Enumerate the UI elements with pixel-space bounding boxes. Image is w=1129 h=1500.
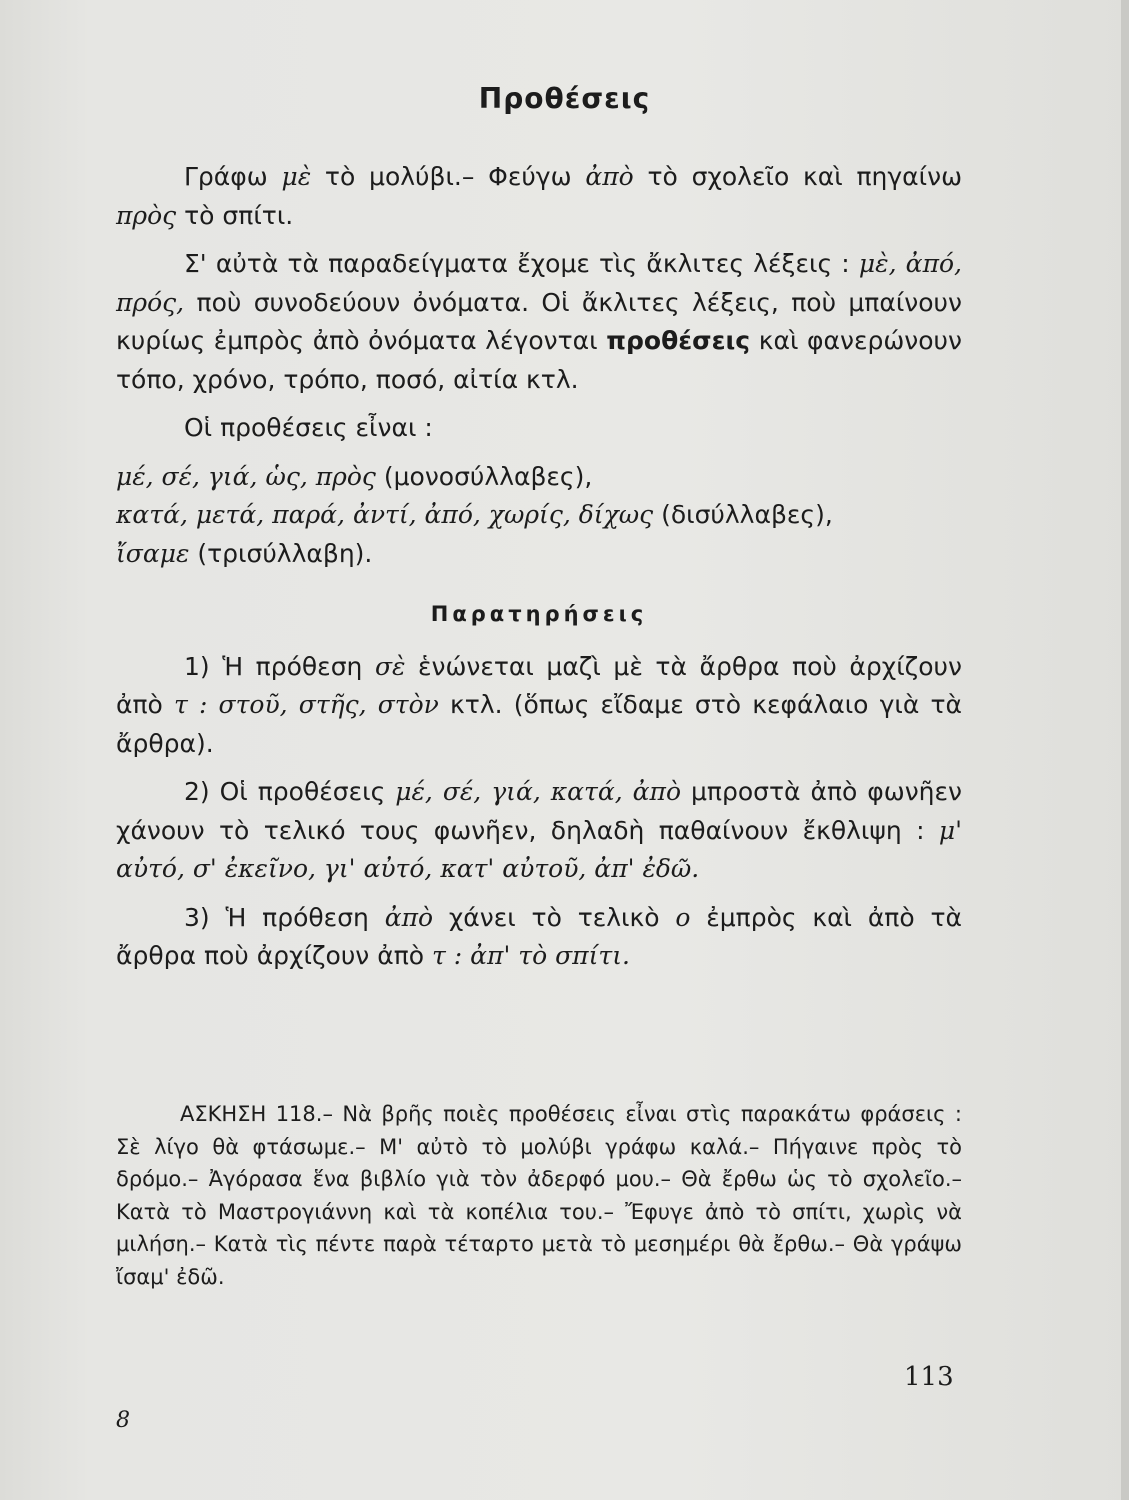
list-line-3 — [116, 535, 962, 574]
section-subtitle: Παρατηρήσεις — [430, 602, 648, 626]
paragraph-intro — [116, 158, 962, 235]
italic-run: μὲ — [281, 162, 312, 191]
text-run: ποὺ συνοδεύουν ὀνόματα. Οἱ ἄκλιτες λέξεις, ποὺ μπαίνουν κυρίως ἐμπρὸς ἀπὸ ὀνόματα λέγονται — [116, 287, 962, 355]
page-number: 113 — [904, 1362, 954, 1392]
text-run: τὸ σπίτι. — [176, 200, 294, 230]
text-run: 1) Ἡ πρόθεση — [184, 651, 375, 681]
italic-run: κατά, μετά, παρά, ἀντί, ἀπό, χωρίς, δίχως — [116, 500, 654, 529]
observation-3 — [116, 899, 962, 976]
italic-run: μ' αὐτό, σ' ἐκεῖνο, γι' αὐτό, κατ' αὐτοῦ, ἀπ' ἐδῶ. — [116, 815, 962, 883]
observation-2 — [116, 773, 962, 889]
italic-run: μὲ, ἀπό, πρός, — [116, 249, 962, 317]
page-title: Προθέσεις — [478, 82, 651, 115]
italic-run: τ : ἀπ' τὸ σπίτι. — [432, 941, 630, 970]
italic-run: ο — [675, 902, 691, 932]
text-run: καὶ φανερώνουν τόπο, χρόνο, τρόπο, ποσό, αἰτία κτλ. — [116, 326, 962, 394]
text-run: τὸ μολύβι.– Φεύγω — [311, 162, 586, 191]
main-text — [116, 158, 962, 976]
paragraph-definition — [116, 245, 962, 399]
italic-run: ἀπὸ — [585, 162, 634, 191]
text-run: μπροστὰ ἀπὸ φωνῆεν χάνουν τὸ τελικό τους φωνῆεν, δηλαδὴ παθαίνουν ἔκθλιψη : — [116, 777, 962, 845]
text-run: (τρισύλλαβη). — [189, 538, 373, 568]
text-run: 2) Οἱ προθέσεις — [184, 777, 396, 806]
signature-mark: 8 — [116, 1408, 130, 1433]
italic-run: τ : στοῦ, στῆς, στὸν — [173, 690, 439, 719]
list-line-1 — [116, 458, 962, 497]
text-run: ἐμπρὸς καὶ ἀπὸ τὰ ἄρθρα ποὺ ἀρχίζουν ἀπὸ — [116, 902, 962, 970]
text-run: 3) Ἡ πρόθεση — [184, 902, 385, 932]
italic-run: ἴσαμε — [116, 538, 190, 568]
italic-run: ἀπὸ — [384, 902, 434, 932]
text-run: κτλ. (ὅπως εἴδαμε στὸ κεφάλαιο γιὰ τὰ ἄρθρα). — [116, 690, 963, 758]
paragraph-list-intro: Οἱ προθέσεις εἶναι : — [184, 413, 433, 442]
italic-run: μέ, σέ, γιά, κατά, ἀπὸ — [395, 777, 682, 806]
text-run: Γράφω — [184, 162, 282, 191]
text-run: τὸ σχολεῖο καὶ πηγαίνω — [633, 162, 963, 191]
italic-run: πρὸς — [116, 200, 177, 230]
text-run: (μονοσύλλαβες), — [375, 461, 593, 491]
exercise-block — [116, 1098, 962, 1293]
text-run: ἑνώνεται μαζὶ μὲ τὰ ἄρθρα ποὺ ἀρχίζουν ἀπὸ — [116, 651, 962, 719]
observation-1 — [116, 648, 962, 764]
text-run: (δισύλλαβες), — [653, 500, 833, 529]
bold-term: προθέσεις — [606, 326, 751, 355]
text-run: Σ' αὐτὰ τὰ παραδείγματα ἔχομε τὶς ἄκλιτες λέξεις : — [184, 249, 859, 278]
list-line-2 — [116, 496, 962, 535]
exercise-text: ΑΣΚΗΣΗ 118.– Νὰ βρῆς ποιὲς προθέσεις εἶναι στὶς παρακάτω φράσεις : Σὲ λίγο θὰ φτάσωμε.– Μ' αὐτὸ τὸ μολύβι γράφω καλά.– Πήγαινε πρὸς τὸ δρόμο.– Ἀγόρασα ἕνα βιβλίο γιὰ τὸν ἀδερφό μου.– Θὰ ἔρθω ὡς τὸ σχολεῖο.– Κατὰ τὸ Μαστρογιάννη καὶ τὰ κοπέλια του.– Ἔφυγε ἀπὸ τὸ σπίτι, χωρὶς νὰ μιλήση.– Κατὰ τὶς πέντε παρὰ τέταρτο μετὰ τὸ μεσημέρι θὰ ἔρθω.– Θὰ γράψω ἴσαμ' ἐδῶ. — [116, 1102, 962, 1289]
text-run: χάνει τὸ τελικὸ — [433, 902, 676, 932]
italic-run: σὲ — [374, 651, 406, 681]
page-edge — [1121, 0, 1129, 1500]
italic-run: μέ, σέ, γιά, ὡς, πρὸς — [116, 461, 376, 491]
